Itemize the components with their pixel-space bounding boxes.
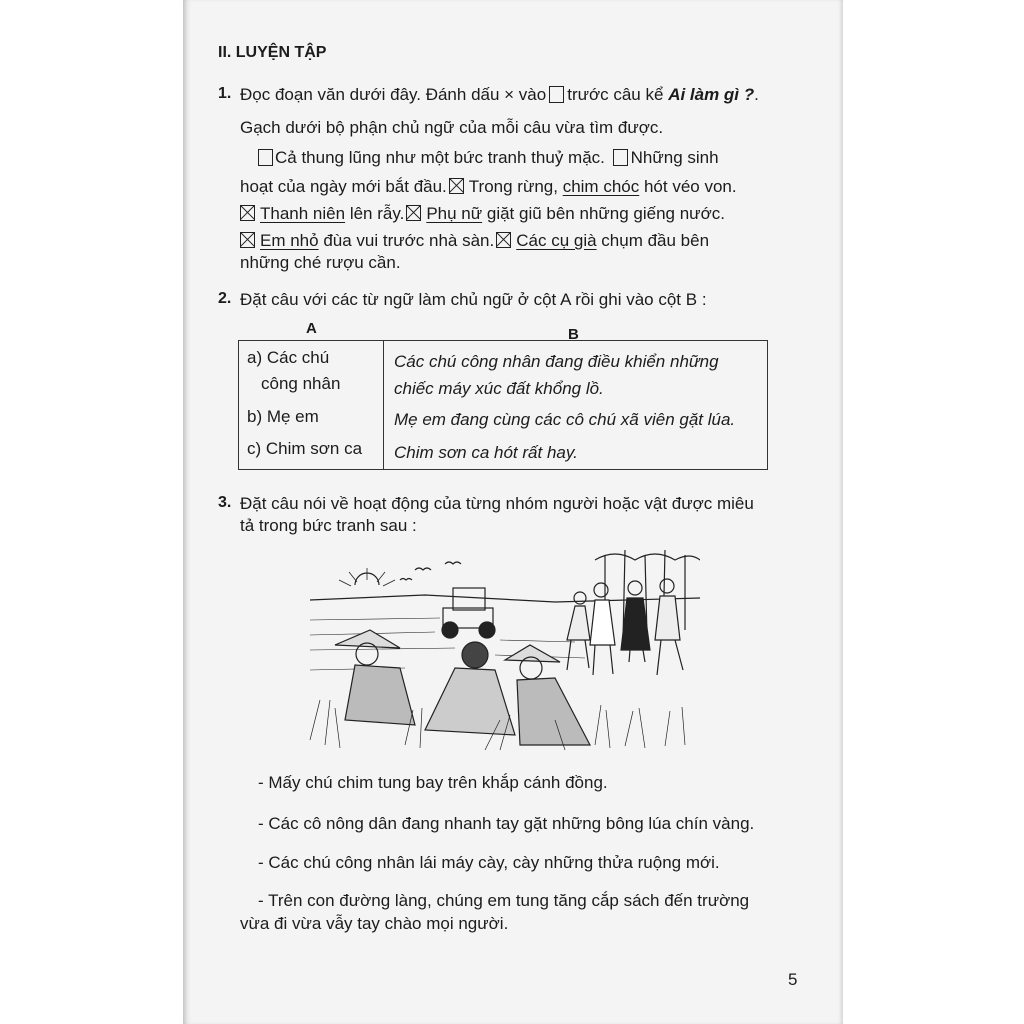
exercise-3-number: 3.	[218, 494, 232, 511]
answer-line-4-continued: vừa đi vừa vẫy tay chào mọi người.	[240, 914, 509, 933]
passage-line-2: hoạt của ngày mới bắt đầu. Trong rừng, chim chóc hót véo von.	[240, 177, 737, 196]
passage-line-5: những ché rượu cần.	[240, 253, 401, 272]
background-left	[0, 0, 183, 1024]
checked-box-icon	[449, 178, 464, 194]
exercise-3-instruction-line2: tả trong bức tranh sau :	[240, 516, 417, 535]
checked-box-icon	[496, 232, 511, 248]
checked-box-icon	[240, 205, 255, 221]
empty-checkbox-icon	[549, 86, 564, 103]
passage-line-1: Cả thung lũng như một bức tranh thuỷ mặc. Những sinh	[258, 145, 719, 171]
field-work-illustration	[305, 550, 700, 755]
empty-checkbox-icon	[613, 149, 628, 166]
checked-box-icon	[406, 205, 421, 221]
exercise-1-instruction-line2: Gạch dưới bộ phận chủ ngữ của mỗi câu vừa tìm được.	[240, 118, 664, 137]
column-b-header: B	[568, 326, 579, 343]
answer-table	[238, 340, 768, 470]
exercise-1-number: 1.	[218, 85, 232, 102]
column-a-header: A	[306, 320, 317, 337]
underlined-subject: Em nhỏ	[260, 231, 319, 250]
column-b-cell: Các chú công nhân đang điều khiển những chiếc máy xúc đất khổng lồ. Mẹ em đang cùng các cô chú xã viên gặt lúa. Chim sơn ca hót rất hay.	[384, 341, 768, 470]
answer-line-2: - Các cô nông dân đang nhanh tay gặt những bông lúa chín vàng.	[258, 814, 755, 833]
underlined-subject: Các cụ già	[516, 231, 597, 250]
answer-line-3: - Các chú công nhân lái máy cày, cày những thửa ruộng mới.	[258, 853, 720, 872]
exercise-3-instruction-line1: Đặt câu nói về hoạt động của từng nhóm người hoặc vật được miêu	[240, 494, 754, 513]
answer-line-1: - Mấy chú chim tung bay trên khắp cánh đồng.	[258, 773, 608, 792]
column-a-cell: a) Các chú công nhân b) Mẹ em c) Chim sơn ca	[239, 341, 384, 470]
passage-line-4: Em nhỏ đùa vui trước nhà sàn. Các cụ già chụm đầu bên	[240, 228, 709, 254]
background-right	[843, 0, 1024, 1024]
exercise-2-instruction: Đặt câu với các từ ngữ làm chủ ngữ ở cột A rồi ghi vào cột B :	[240, 290, 707, 309]
answer-line-4: - Trên con đường làng, chúng em tung tăng cắp sách đến trường	[258, 891, 750, 910]
underlined-subject: chim chóc	[562, 177, 640, 196]
checked-box-icon	[240, 232, 255, 248]
passage-line-3: Thanh niên lên rẫy. Phụ nữ giặt giũ bên những giếng nước.	[240, 201, 725, 227]
underlined-subject: Thanh niên	[260, 204, 346, 223]
exercise-1-instruction-line1: Đọc đoạn văn dưới đây. Đánh dấu × vào trước câu kể Ai làm gì ?.	[240, 85, 759, 104]
exercise-2-number: 2.	[218, 290, 232, 307]
page-number: 5	[788, 970, 798, 989]
section-heading: II. LUYỆN TẬP	[218, 44, 327, 61]
underlined-subject: Phụ nữ	[426, 204, 483, 223]
table-row	[239, 341, 768, 470]
empty-checkbox-icon	[258, 149, 273, 166]
